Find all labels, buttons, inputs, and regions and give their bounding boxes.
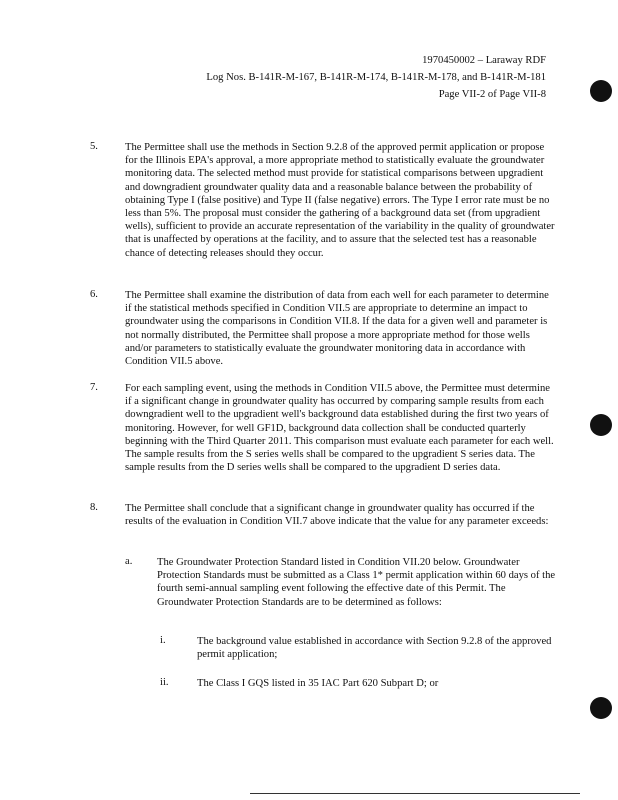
subitem-paragraph: The Groundwater Protection Standard listed in Condition VII.20 below. Groundwater Protection Standards must be submitted as a Class 1* permit application within 60 days of the fourth semi-annual sampling event following the effective date of this Permit. The Groundwater Protection Standards are to be determined as follows: [157, 557, 556, 608]
roman-subitem-label: i. [160, 635, 166, 646]
item-paragraph: The Permittee shall conclude that a significant change in groundwater quality has occurred if the results of the evaluation in Condition VII.7 above indicate that the value for any parameter exceeds: [125, 503, 549, 528]
roman-subitem-paragraph: The background value established in accordance with Section 9.2.8 of the approved permit application; [197, 636, 552, 661]
item-number: 6. [90, 289, 98, 300]
binder-hole [590, 697, 612, 719]
subitem-label: a. [125, 556, 133, 567]
header-site-id: 1970450002 – Laraway RDF [422, 55, 546, 66]
item-number: 7. [90, 382, 98, 393]
item-paragraph: The Permittee shall use the methods in Section 9.2.8 of the approved permit application or propose for the Illinois EPA's approval, a more appropriate method to statistically evaluate the groundwater monitoring data. The selected method must provide for statistical comparisons between upgradient and downgradient groundwater quality data and a reasonable balance between the probability of obtaining Type I (false positive) and Type II (false negative) errors. The Type I error rate must be no less than 5%. The proposal must consider the gathering of a background data set (from upgradient wells), sufficient to provide an accurate representation of the variability in the quality of groundwater that is unaffected by operations at the facility, and to assure that the selected test has a reasonable chance of detecting releases should they occur. [125, 142, 555, 259]
item-number: 8. [90, 502, 98, 513]
footer-rule [250, 793, 580, 794]
header-log-numbers: Log Nos. B-141R-M-167, B-141R-M-174, B-141R-M-178, and B-141R-M-181 [206, 72, 546, 83]
page-header [206, 52, 546, 103]
item-paragraph: The Permittee shall examine the distribution of data from each well for each parameter to determine if the statistical methods specified in Condition VII.5 are appropriate to determine an impact to groundwater using the comparisons in Condition VII.8. If the data for a given well and parameter is not normally distributed, the Permittee shall propose a more appropriate method for those wells and/or parameters to statistically evaluate the groundwater monitoring data in accordance with Condition VII.5 above. [125, 290, 549, 368]
binder-hole [590, 414, 612, 436]
roman-subitem-paragraph: The Class I GQS listed in 35 IAC Part 620 Subpart D; or [197, 678, 439, 689]
header-page-number: Page VII-2 of Page VII-8 [438, 89, 546, 100]
item-number: 5. [90, 141, 98, 152]
binder-hole [590, 80, 612, 102]
item-paragraph: For each sampling event, using the methods in Condition VII.5 above, the Permittee must determine if a significant change in groundwater quality has occurred by comparing sample results from each downgradient well to the upgradient well's background data established during the first two years of monitoring. However, for well GF1D, background data collection shall be conducted quarterly beginning with the Third Quarter 2011. This comparison must evaluate each parameter for each well. The sample results from the S series wells shall be compared to the upgradient S series data. The sample results from the D series wells shall be compared to the upgradient D series data. [125, 383, 554, 474]
roman-subitem-label: ii. [160, 677, 169, 688]
